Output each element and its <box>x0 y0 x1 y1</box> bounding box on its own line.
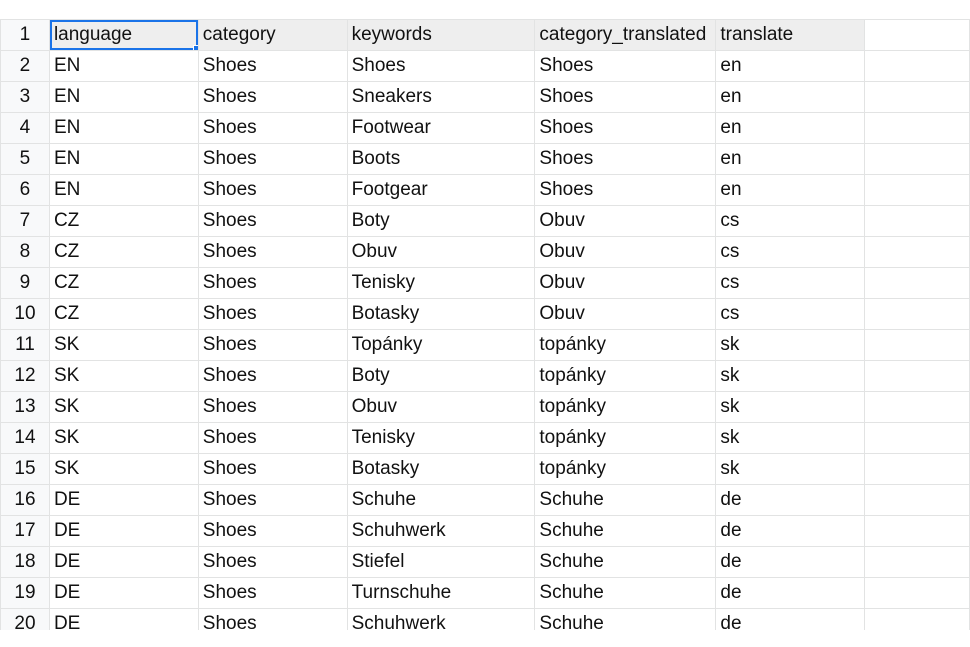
empty-column-area <box>865 609 970 631</box>
cell-text: Shoes <box>202 117 257 138</box>
header-cell-category[interactable] <box>198 20 347 51</box>
cell-text: DE <box>53 613 81 630</box>
cell-text: Schuhe <box>539 613 604 630</box>
cell-text: Botasky <box>351 303 420 324</box>
empty-column-area <box>865 51 970 82</box>
cell-text: DE <box>53 520 81 541</box>
table-cell[interactable] <box>716 423 865 454</box>
table-row <box>1 82 970 113</box>
cell-text: topánky <box>539 427 606 448</box>
table-cell[interactable] <box>198 516 347 547</box>
table-cell[interactable] <box>347 51 535 82</box>
table-cell[interactable] <box>198 547 347 578</box>
cell-text: SK <box>53 458 80 479</box>
cell-text: Shoes <box>351 55 406 76</box>
table-cell[interactable] <box>49 206 198 237</box>
table-cell[interactable] <box>535 392 716 423</box>
table-row <box>1 423 970 454</box>
cell-text: CZ <box>53 241 80 262</box>
table-cell[interactable] <box>347 330 535 361</box>
row-number[interactable]: 11 <box>1 330 50 361</box>
table-cell[interactable] <box>716 330 865 361</box>
cell-text: DE <box>53 489 81 510</box>
table-cell[interactable] <box>49 268 198 299</box>
table-cell[interactable] <box>198 454 347 485</box>
table-row <box>1 268 970 299</box>
cell-text: Schuhe <box>539 551 604 572</box>
cell-text: Shoes <box>202 148 257 169</box>
table-cell[interactable] <box>49 516 198 547</box>
header-cell-keywords[interactable] <box>347 20 535 51</box>
cell-text: Shoes <box>202 272 257 293</box>
empty-column-area <box>865 237 970 268</box>
header-cell-text: category_translated <box>539 24 707 45</box>
table-cell[interactable] <box>716 268 865 299</box>
table-cell[interactable] <box>347 516 535 547</box>
cell-text: Footwear <box>351 117 431 138</box>
cell-text: topánky <box>539 458 606 479</box>
table-row <box>1 454 970 485</box>
table-cell[interactable] <box>535 51 716 82</box>
cell-text: de <box>720 582 742 603</box>
cell-text: Obuv <box>539 272 585 293</box>
empty-column-area <box>865 423 970 454</box>
data-table <box>0 19 970 630</box>
table-cell[interactable] <box>347 392 535 423</box>
table-cell[interactable] <box>49 144 198 175</box>
table-row <box>1 144 970 175</box>
row-number[interactable]: 17 <box>1 516 50 547</box>
row-number[interactable]: 2 <box>1 51 50 82</box>
table-cell[interactable] <box>49 237 198 268</box>
spreadsheet-grid <box>0 19 970 630</box>
header-cell-text: translate <box>720 24 794 45</box>
cell-text: topánky <box>539 396 606 417</box>
empty-column-area <box>865 175 970 206</box>
table-cell[interactable] <box>535 485 716 516</box>
cell-text: topánky <box>539 365 606 386</box>
cell-text: Shoes <box>539 117 594 138</box>
table-cell[interactable] <box>198 423 347 454</box>
cell-text: en <box>720 86 742 107</box>
sheet-bottom-margin <box>0 630 970 647</box>
table-cell[interactable] <box>198 330 347 361</box>
table-row <box>1 175 970 206</box>
cell-text: Shoes <box>202 241 257 262</box>
empty-column-area <box>865 299 970 330</box>
cell-text: Obuv <box>539 241 585 262</box>
cell-text: Shoes <box>202 427 257 448</box>
table-cell[interactable] <box>535 516 716 547</box>
table-cell[interactable] <box>49 609 198 631</box>
table-cell[interactable] <box>198 299 347 330</box>
cell-text: Schuhwerk <box>351 520 446 541</box>
empty-column-area <box>865 547 970 578</box>
cell-text: Botasky <box>351 458 420 479</box>
row-number[interactable]: 6 <box>1 175 50 206</box>
cell-text: Tenisky <box>351 272 415 293</box>
cell-text: Sneakers <box>351 86 432 107</box>
table-row <box>1 299 970 330</box>
cell-text: Footgear <box>351 179 428 200</box>
table-cell[interactable] <box>49 113 198 144</box>
table-cell[interactable] <box>347 547 535 578</box>
table-cell[interactable] <box>716 609 865 631</box>
row-number[interactable]: 4 <box>1 113 50 144</box>
cell-text: sk <box>720 334 740 355</box>
cell-text: EN <box>53 117 81 138</box>
table-cell[interactable] <box>198 609 347 631</box>
table-cell[interactable] <box>535 423 716 454</box>
empty-column-area <box>865 454 970 485</box>
cell-text: Shoes <box>202 458 257 479</box>
table-cell[interactable] <box>716 113 865 144</box>
cell-text: SK <box>53 334 80 355</box>
cell-text: CZ <box>53 272 80 293</box>
table-cell[interactable] <box>716 299 865 330</box>
table-cell[interactable] <box>535 82 716 113</box>
table-cell[interactable] <box>198 206 347 237</box>
cell-text: Shoes <box>202 520 257 541</box>
cell-text: Shoes <box>202 179 257 200</box>
table-cell[interactable] <box>198 51 347 82</box>
table-cell[interactable] <box>198 578 347 609</box>
table-cell[interactable] <box>716 175 865 206</box>
table-cell[interactable] <box>49 423 198 454</box>
row-number[interactable]: 13 <box>1 392 50 423</box>
cell-text: Obuv <box>539 210 585 231</box>
table-row <box>1 237 970 268</box>
table-cell[interactable] <box>347 113 535 144</box>
table-cell[interactable] <box>347 454 535 485</box>
cell-text: Shoes <box>202 551 257 572</box>
table-cell[interactable] <box>716 361 865 392</box>
table-cell[interactable] <box>716 392 865 423</box>
cell-text: CZ <box>53 303 80 324</box>
table-cell[interactable] <box>198 392 347 423</box>
cell-text: Shoes <box>202 210 257 231</box>
table-cell[interactable] <box>716 237 865 268</box>
cell-text: Schuhe <box>351 489 417 510</box>
row-number[interactable]: 3 <box>1 82 50 113</box>
cell-text: sk <box>720 458 740 479</box>
cell-text: DE <box>53 582 81 603</box>
cell-text: EN <box>53 86 81 107</box>
cell-text: sk <box>720 365 740 386</box>
table-cell[interactable] <box>49 175 198 206</box>
cell-text: Shoes <box>539 148 594 169</box>
table-cell[interactable] <box>49 578 198 609</box>
table-cell[interactable] <box>49 51 198 82</box>
header-cell-text: category <box>202 24 276 45</box>
cell-text: Tenisky <box>351 427 415 448</box>
cell-text: cs <box>720 272 740 293</box>
table-cell[interactable] <box>347 609 535 631</box>
table-cell[interactable] <box>716 51 865 82</box>
table-row <box>1 392 970 423</box>
table-row <box>1 578 970 609</box>
header-row <box>1 20 970 51</box>
cell-text: Shoes <box>539 55 594 76</box>
table-row <box>1 609 970 631</box>
empty-column-area <box>865 578 970 609</box>
header-cell-language[interactable] <box>49 20 198 51</box>
row-number[interactable]: 18 <box>1 547 50 578</box>
table-cell[interactable] <box>347 299 535 330</box>
cell-text: en <box>720 148 742 169</box>
empty-column-area <box>865 82 970 113</box>
fill-handle[interactable] <box>193 45 199 51</box>
table-row <box>1 547 970 578</box>
table-cell[interactable] <box>535 299 716 330</box>
table-cell[interactable] <box>347 237 535 268</box>
cell-text: Shoes <box>202 613 257 630</box>
table-row <box>1 485 970 516</box>
table-row <box>1 51 970 82</box>
header-cell-text: keywords <box>351 24 432 45</box>
table-cell[interactable] <box>716 485 865 516</box>
table-cell[interactable] <box>716 547 865 578</box>
table-cell[interactable] <box>716 82 865 113</box>
cell-text: Shoes <box>202 334 257 355</box>
cell-text: EN <box>53 179 81 200</box>
cell-text: Shoes <box>202 489 257 510</box>
empty-column-area <box>865 485 970 516</box>
row-number[interactable]: 8 <box>1 237 50 268</box>
table-cell[interactable] <box>347 206 535 237</box>
cell-text: Shoes <box>202 396 257 417</box>
table-cell[interactable] <box>198 237 347 268</box>
table-cell[interactable] <box>716 206 865 237</box>
table-cell[interactable] <box>198 361 347 392</box>
cell-text: Shoes <box>202 55 257 76</box>
cell-text: Schuhwerk <box>351 613 446 630</box>
cell-text: de <box>720 520 742 541</box>
cell-text: Shoes <box>202 86 257 107</box>
table-cell[interactable] <box>347 268 535 299</box>
table-row <box>1 361 970 392</box>
table-cell[interactable] <box>198 268 347 299</box>
table-cell[interactable] <box>535 144 716 175</box>
cell-text: cs <box>720 303 740 324</box>
table-cell[interactable] <box>49 361 198 392</box>
cell-text: Stiefel <box>351 551 405 572</box>
row-number[interactable]: 12 <box>1 361 50 392</box>
table-cell[interactable] <box>716 578 865 609</box>
cell-text: Shoes <box>202 365 257 386</box>
row-number[interactable]: 20 <box>1 609 50 631</box>
cell-text: Boots <box>351 148 401 169</box>
table-cell[interactable] <box>535 330 716 361</box>
cell-text: cs <box>720 210 740 231</box>
table-cell[interactable] <box>535 268 716 299</box>
row-number[interactable]: 5 <box>1 144 50 175</box>
cell-text: EN <box>53 148 81 169</box>
cell-text: de <box>720 551 742 572</box>
cell-text: SK <box>53 396 80 417</box>
cell-text: Boty <box>351 210 390 231</box>
cell-text: de <box>720 613 742 630</box>
cell-text: cs <box>720 241 740 262</box>
table-row <box>1 516 970 547</box>
table-cell[interactable] <box>716 454 865 485</box>
cell-text: Topánky <box>351 334 423 355</box>
cell-text: en <box>720 179 742 200</box>
table-cell[interactable] <box>198 82 347 113</box>
header-cell-category-translated[interactable] <box>535 20 716 51</box>
table-cell[interactable] <box>535 454 716 485</box>
empty-column-area <box>865 144 970 175</box>
table-row <box>1 113 970 144</box>
table-cell[interactable] <box>716 516 865 547</box>
row-number[interactable]: 10 <box>1 299 50 330</box>
cell-text: Obuv <box>351 396 398 417</box>
table-cell[interactable] <box>535 175 716 206</box>
cell-text: Shoes <box>202 303 257 324</box>
empty-column-area <box>865 268 970 299</box>
table-cell[interactable] <box>535 113 716 144</box>
table-cell[interactable] <box>347 485 535 516</box>
table-cell[interactable] <box>49 485 198 516</box>
table-cell[interactable] <box>49 299 198 330</box>
table-cell[interactable] <box>198 485 347 516</box>
cell-text: SK <box>53 365 80 386</box>
header-cell-text: language <box>53 24 133 45</box>
cell-text: en <box>720 117 742 138</box>
cell-text: Boty <box>351 365 390 386</box>
row-number[interactable]: 16 <box>1 485 50 516</box>
cell-text: Shoes <box>539 86 594 107</box>
cell-text: Shoes <box>539 179 594 200</box>
empty-column-area <box>865 330 970 361</box>
empty-column-area <box>865 206 970 237</box>
cell-text: Schuhe <box>539 520 604 541</box>
row-number[interactable]: 15 <box>1 454 50 485</box>
table-cell[interactable] <box>49 547 198 578</box>
cell-text: de <box>720 489 742 510</box>
table-cell[interactable] <box>535 361 716 392</box>
table-cell[interactable] <box>49 392 198 423</box>
cell-text: Schuhe <box>539 582 604 603</box>
row-number[interactable]: 19 <box>1 578 50 609</box>
row-number[interactable]: 1 <box>1 20 50 51</box>
header-cell-translate[interactable] <box>716 20 865 51</box>
table-cell[interactable] <box>49 454 198 485</box>
cell-text: Turnschuhe <box>351 582 452 603</box>
empty-column-area <box>865 361 970 392</box>
row-number[interactable]: 9 <box>1 268 50 299</box>
table-cell[interactable] <box>535 237 716 268</box>
cell-text: en <box>720 55 742 76</box>
table-row <box>1 330 970 361</box>
cell-text: Shoes <box>202 582 257 603</box>
cell-text: sk <box>720 396 740 417</box>
table-cell[interactable] <box>347 423 535 454</box>
cell-text: DE <box>53 551 81 572</box>
cell-text: SK <box>53 427 80 448</box>
empty-column-area <box>865 516 970 547</box>
cell-text: topánky <box>539 334 606 355</box>
table-cell[interactable] <box>49 82 198 113</box>
cell-text: Schuhe <box>539 489 604 510</box>
empty-column-area <box>865 20 970 51</box>
table-cell[interactable] <box>198 113 347 144</box>
cell-text: CZ <box>53 210 80 231</box>
table-cell[interactable] <box>49 330 198 361</box>
table-cell[interactable] <box>198 144 347 175</box>
table-cell[interactable] <box>198 175 347 206</box>
cell-text: Obuv <box>351 241 398 262</box>
cell-text: Obuv <box>539 303 585 324</box>
table-cell[interactable] <box>716 144 865 175</box>
table-cell[interactable] <box>535 578 716 609</box>
empty-column-area <box>865 113 970 144</box>
table-cell[interactable] <box>535 547 716 578</box>
cell-text: sk <box>720 427 740 448</box>
table-cell[interactable] <box>535 206 716 237</box>
row-number[interactable]: 14 <box>1 423 50 454</box>
row-number[interactable]: 7 <box>1 206 50 237</box>
table-cell[interactable] <box>535 609 716 631</box>
empty-column-area <box>865 392 970 423</box>
table-row <box>1 206 970 237</box>
table-cell[interactable] <box>347 578 535 609</box>
table-cell[interactable] <box>347 82 535 113</box>
cell-text: EN <box>53 55 81 76</box>
table-cell[interactable] <box>347 175 535 206</box>
table-cell[interactable] <box>347 144 535 175</box>
table-cell[interactable] <box>347 361 535 392</box>
